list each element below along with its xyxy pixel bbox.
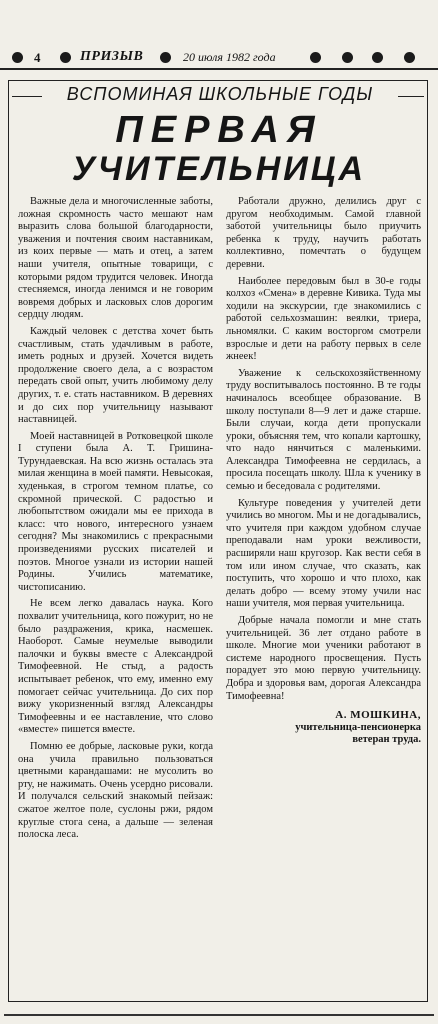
- bottom-rule: [4, 1014, 434, 1016]
- headline-line-2: УЧИТЕЛЬНИЦА: [71, 150, 367, 188]
- author-title: ветеран труда.: [352, 733, 421, 745]
- paragraph: Работали дружно, делились друг с другом необходимым. Самой главной заботой учительницы было приучить ребенка к труду, научить работать коллективно, помечтать о будущем деревни.: [226, 196, 421, 270]
- ink-dot-icon: [342, 52, 353, 63]
- author-signature: [226, 709, 421, 746]
- ink-dot-icon: [160, 52, 171, 63]
- divider: [398, 96, 424, 97]
- ink-dot-icon: [372, 52, 383, 63]
- page-number: 4: [34, 50, 41, 65]
- paragraph: Культуре поведения у учителей дети учились во многом. Мы и не догадывались, что учителя при каждом удобном случае преподавали нам уроки вежливости, расширяли наш кругозор. Как вести себя в том или ином случае, что сказать, как поступить, что хорошо и что плохо, как делать добро — всему этому учили нас наши учителя, моя первая учительница.: [226, 497, 421, 610]
- ink-dot-icon: [404, 52, 415, 63]
- paragraph: Важные дела и многочисленные заботы, ложная скромность часто мешают нам выразить слова большой благодарности, уважения и почтения своим наставникам, из коих первые — мать и отец, а затем наши учителя, опытные товарищи, с которыми рядом трудится человек. Иногда стесняемся, иногда ленимся и не говорим вовремя добрых и ласковых слов дорогим сердцу людям.: [18, 196, 213, 321]
- paragraph: Моей наставницей в Ротковецкой школе I ступени была А. Т. Гришина-Турундаевская. На всю жизнь осталась эта милая женщина в моей памяти. Невысокая, худенькая, в строгом темном платье, со скромной прической. С радостью и любопытством ожидали мы ее прихода в класс: что нового, интересного узнаем сегодня? Мы знакомились с прекрасными произведениями русских писателей и поэтов. Многое узнали из истории нашей Родины. Учились математике, чистописанию.: [18, 430, 213, 593]
- article-column-left: [18, 196, 213, 846]
- issue-date: 20 июля 1982 года: [183, 50, 276, 64]
- ink-dot-icon: [60, 52, 71, 63]
- header-rule: [0, 68, 438, 70]
- paragraph: Каждый человек с детства хочет быть счастливым, стать удачливым в работе, иметь родных и друзей. Хочется видеть продолжение своего дела, а с возрастом передать свой опыт, учить любимому делу других, т. е. стать наставником. В деревнях и до сих пор учительницу называют наставницей.: [18, 325, 213, 426]
- paragraph: Добрые начала помогли и мне стать учительницей. 36 лет отдано работе в школе. Многие мои ученики работают в системе народного просвещения. Пусть порадует это мою первую учительницу. Добра и здоровья вам, дорогая Александра Тимофеевна!: [226, 615, 421, 702]
- author-role: учительница-пенсионерка: [295, 721, 421, 733]
- paragraph: Уважение к сельскохозяйственному труду воспитывалось постоянно. В те годы начиналось всеобщее образование. В школу поступали 8—9 лет и даже старше. Были случаи, когда дети пропускали уроки, объясняя тем, что копали картошку, что надо нянчиться с маленькими. Александра Тимофеевна не сердилась, а просила посещать школу. Шла к ученику в семью и беседовала с родителями.: [226, 367, 421, 493]
- divider: [12, 96, 42, 97]
- ink-dot-icon: [12, 52, 23, 63]
- ink-dot-icon: [310, 52, 321, 63]
- article-column-right: [226, 196, 421, 746]
- author-name: А. МОШКИНА,: [335, 709, 421, 722]
- newspaper-name: ПРИЗЫВ: [80, 49, 144, 64]
- headline-line-1: ПЕРВАЯ: [115, 109, 323, 151]
- page-header: [0, 0, 438, 42]
- section-rubric: ВСПОМИНАЯ ШКОЛЬНЫЕ ГОДЫ: [66, 84, 374, 104]
- paragraph: Помню ее добрые, ласковые руки, когда она учила правильно пользоваться цветными карандашами: не мусолить во рту, не нажимать. Очень усердно рисовали. И получался сельский знакомый пейзаж: сжатое желтое поле, суслоны ржи, рядом круглые стога сена, а дальше — зеленая полоска леса.: [18, 740, 213, 841]
- paragraph: Наиболее передовым был в 30-е годы колхоз «Смена» в деревне Кивика. Туда мы ходили на экскурсии, где знакомились с работой сельхозмашин: веялки, триера, льномялки. С каким восторгом смотрели взрослые и дети на работу первых в селе жнеек!: [226, 275, 421, 363]
- paragraph: Не всем легко давалась наука. Кого похвалит учительница, кого пожурит, но не было раздражения, крика, насмешек. Наоборот. Самые неумелые выводили палочки и буквы вместе с Александрой Тимофеевной. Не стыд, а радость испытывает ребенок, что ему, именно ему помогает сейчас учительница. До сих пор вижу укоризненный взгляд Александры Тимофеевны и ее наставление, что слово «вместе» пишется вместе.: [18, 598, 213, 736]
